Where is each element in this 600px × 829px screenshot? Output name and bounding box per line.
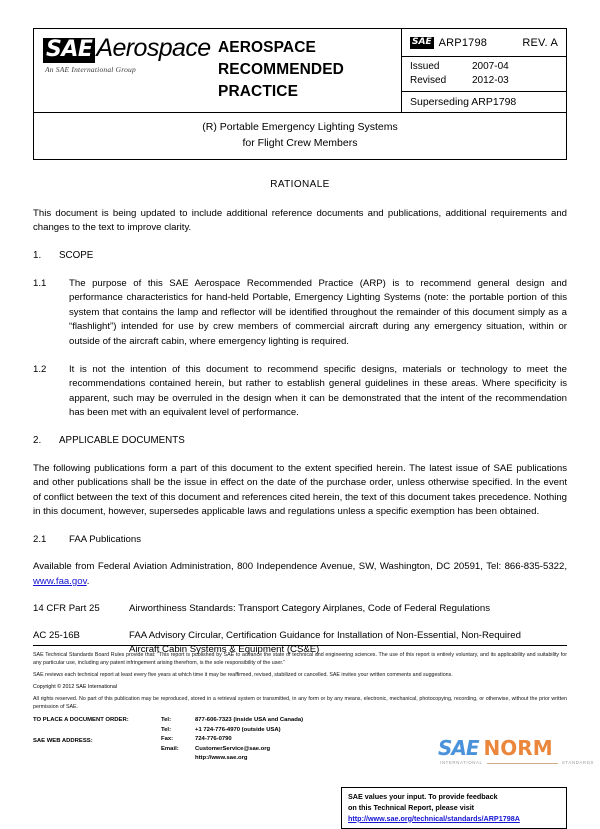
revised-value: 2012-03	[472, 75, 509, 87]
faa-availability-paragraph	[33, 560, 567, 589]
order-labels-column	[33, 716, 161, 764]
watermark-sub-left: INTERNATIONAL	[440, 760, 483, 765]
logo-wordmark	[43, 36, 214, 63]
order-contact-block	[33, 716, 567, 823]
contact-label-tel-2: Tel:	[161, 726, 172, 733]
rationale-heading: RATIONALE	[270, 178, 330, 190]
document-subject-title	[34, 112, 566, 158]
header-left-group	[34, 29, 401, 112]
feedback-box	[341, 787, 567, 829]
faa-availability-text: Available from Federal Aviation Administration, 800 Independence Avenue, SW, Washington, DC 20591, Tel: 866-835-5322,	[33, 561, 567, 573]
subject-line-2: for Flight Crew Members	[242, 136, 358, 149]
watermark-sae-mark: SAE	[438, 736, 479, 760]
section-1-heading	[33, 249, 567, 264]
technical-standards-board-rules: SAE Technical Standards Board Rules provide that: “This report is published by SAE to advance the state of technical and engineering sciences. The use of this report is entirely voluntary, and its applicability and suitability for any particular use, including any patent infringement arising therefrom, is the sole responsibility of the user.”	[33, 652, 567, 667]
document-number: ARP1798	[438, 37, 488, 49]
doc-type-line-3: PRACTICE	[218, 83, 299, 100]
clause-2-1-heading	[33, 533, 567, 547]
document-number-row	[402, 29, 566, 57]
rights-reserved-notice: All rights reserved. No part of this publication may be reproduced, stored in a retrieval system or transmitted, in any form or by any means, electronic, mechanical, photocopying, recording, or otherwise, without the prior written permission of SAE.	[33, 695, 567, 710]
feedback-line-2: on this Technical Report, please visit	[348, 802, 475, 812]
clause-1-1-text: The purpose of this SAE Aerospace Recommended Practice (ARP) is to recommend general design and performance characteristics for hand-held Portable, Emergency Lighting Systems (note: the portable portion of this system that contains the lamp and reflector will be identified throughout the remainder of this document simply as a “flashlight”) intended for use by crew members of commercial aircraft during any emergency situation, within or outside of the aircraft cabin, where emergency lighting is required.	[69, 277, 567, 347]
section-1-number: 1.	[33, 249, 42, 261]
document-revision: REV. A	[522, 37, 558, 49]
rationale-paragraph: This document is being updated to include additional reference documents and publications, additional requirements and changes to the text to improve clarity.	[33, 207, 567, 234]
sae-mini-logo-mark: SAE	[412, 37, 432, 48]
reference-id-cfr: 14 CFR Part 25	[33, 603, 100, 615]
sae-aerospace-logo	[34, 29, 214, 112]
header-top-row	[34, 29, 566, 112]
faa-availability-tail: .	[86, 575, 90, 587]
faa-website-link[interactable]: www.faa.gov	[33, 575, 87, 587]
feedback-line-1: SAE values your input. To provide feedback	[348, 792, 498, 802]
reference-id-ac: AC 25-16B	[33, 629, 80, 641]
clause-2-1-number: 2.1	[33, 533, 47, 545]
doc-type-line-2: RECOMMENDED	[218, 61, 344, 78]
contact-label-tel-1: Tel:	[161, 717, 172, 724]
section-2-heading	[33, 434, 567, 449]
clause-1-1-number: 1.1	[33, 277, 47, 289]
watermark-sub-right: STANDARDS	[561, 760, 594, 765]
sae-logo-mark: SAE	[43, 38, 95, 63]
contact-value-tel-1: 877-606-7323 (inside USA and Canada)	[195, 717, 304, 724]
reference-title-cfr: Airworthiness Standards: Transport Category Airplanes, Code of Federal Regulations	[129, 603, 491, 615]
watermark-norm-text: NORM	[483, 736, 553, 760]
review-notice: SAE reviews each technical report at least every five years at which time it may be reaffirmed, revised, stabilized or cancelled. SAE invites your written comments and suggestions.	[33, 672, 453, 679]
contact-values-column	[195, 716, 567, 764]
reference-title-ac-line2: Aircraft Cabin Systems & Equipment (CS&E)	[129, 644, 320, 656]
copyright-notice: Copyright © 2012 SAE International	[33, 683, 117, 690]
logo-tagline: An SAE International Group	[45, 65, 136, 74]
document-header-table	[33, 28, 567, 160]
section-2-number: 2.	[33, 434, 42, 446]
header-meta-group	[401, 29, 566, 112]
order-label: TO PLACE A DOCUMENT ORDER:	[33, 717, 129, 724]
issued-label: Issued	[410, 61, 440, 72]
clause-1-2-text: It is not the intention of this document to recommend specific designs, materials or technology to meet the recommendations contained herein, but rather to establish general guidelines in these areas. Where specificity is apparent, such may be overruled in the design when it can be demonstrated that the intent of the recommendation has been met with an equivalent level of performance.	[69, 363, 567, 419]
logo-aerospace-text: Aerospace	[96, 34, 211, 62]
web-address-label: SAE WEB ADDRESS:	[33, 737, 93, 744]
document-body	[33, 177, 567, 658]
footer-divider	[33, 645, 567, 646]
contact-value-email: CustomerService@sae.org	[195, 745, 271, 752]
section-1-title: SCOPE	[59, 249, 94, 261]
reference-title-ac-line1: FAA Advisory Circular, Certification Guidance for Installation of Non-Essential, Non-Required	[129, 629, 521, 641]
feedback-link[interactable]: http://www.sae.org/technical/standards/ARP1798A	[348, 813, 520, 823]
contact-label-email: Email:	[161, 745, 179, 752]
contact-value-web: http://www.sae.org	[195, 755, 248, 762]
section-2-intro: The following publications form a part of this document to the extent specified herein. The latest issue of SAE publications and other publications shall be the issue in effect on the date of the purchase order, unless otherwise specified. In the event of conflict between the text of this document and references cited herein, the text of this document takes precedence. Nothing in this document, however, supersedes applicable laws and regulations unless a specific exemption has been obtained.	[33, 462, 567, 518]
issued-row	[410, 60, 558, 74]
contact-value-fax: 724-776-0790	[195, 736, 232, 743]
document-content	[33, 28, 567, 670]
document-dates	[402, 57, 566, 92]
section-2-title: APPLICABLE DOCUMENTS	[59, 434, 185, 446]
contact-label-fax: Fax:	[161, 736, 174, 743]
revised-row	[410, 74, 558, 88]
revised-label: Revised	[410, 75, 447, 87]
contact-labels-column	[161, 716, 195, 764]
document-footer	[33, 645, 567, 823]
superseding-note: Superseding ARP1798	[410, 96, 517, 109]
issued-value: 2007-04	[472, 61, 509, 72]
clause-1-2	[33, 363, 567, 421]
clause-1-1	[33, 277, 567, 350]
doc-type-line-1: AEROSPACE	[218, 39, 316, 56]
contact-value-tel-2: +1 724-776-4970 (outside USA)	[195, 726, 281, 733]
clause-2-1-title: FAA Publications	[69, 533, 141, 545]
subject-line-1: (R) Portable Emergency Lighting Systems	[202, 121, 398, 134]
document-type-title	[214, 29, 401, 112]
clause-1-2-number: 1.2	[33, 363, 47, 375]
reference-entry-cfr	[33, 602, 567, 616]
